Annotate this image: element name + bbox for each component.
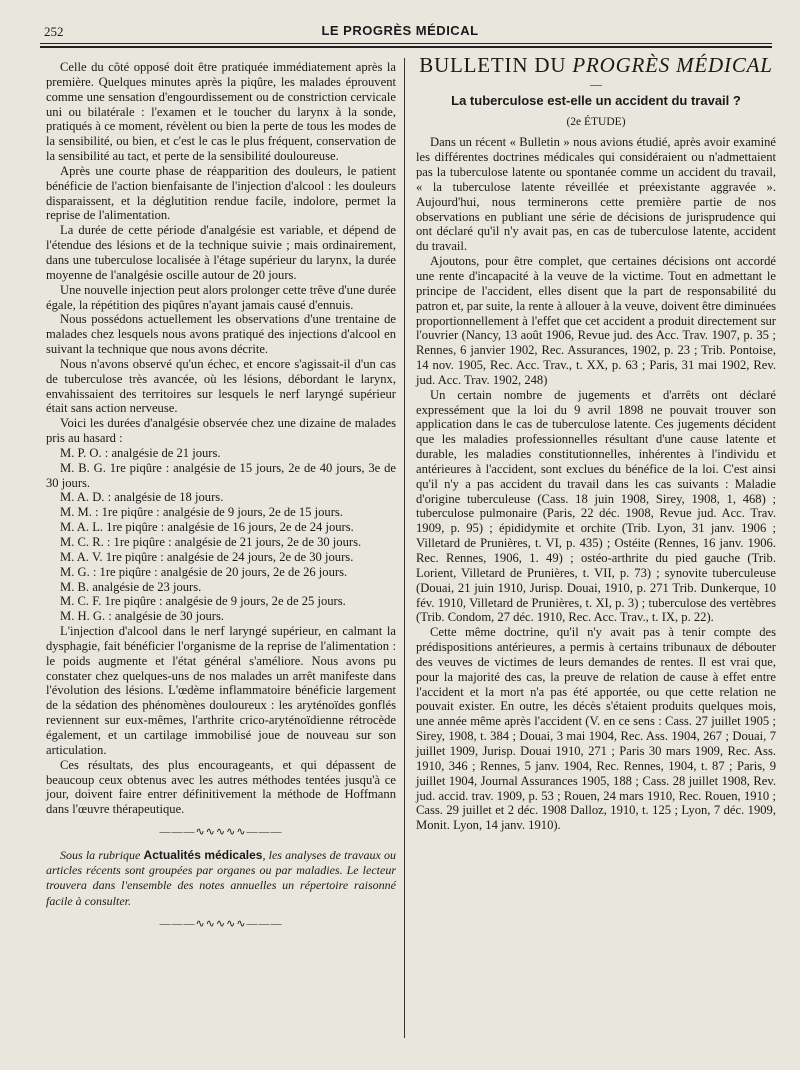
page-header — [40, 20, 760, 42]
right-column — [416, 53, 776, 833]
bulletin-title-plain: BULLETIN DU — [419, 53, 573, 77]
paragraph: Ces résultats, des plus encourageants, et qui dépassent de beaucoup ceux obtenus avec les autres méthodes tentées jusqu'à ce jour, doivent faire entrer définitivement la méthode de Hoffmann dans l'œuvre thérapeutique. — [46, 757, 396, 817]
editorial-note — [46, 848, 396, 909]
bulletin-title — [416, 53, 776, 77]
ornament-divider: ———∿∿∿∿∿——— — [159, 826, 283, 839]
paragraph: Une nouvelle injection peut alors prolonger cette trêve d'une durée égale, la répétition des piqûres n'ayant jamais causé d'ennuis. — [46, 282, 396, 312]
header-rule — [40, 43, 772, 44]
paragraph: Cette même doctrine, qu'il n'y avait pas à tenir compte des prédispositions antérieures, a permis à certains tribunaux de débouter des veuves de victimes de leurs demandes de rentes. Il est vrai que, pour la majorité des cas, la preuve de relation de cause à effet entre l'accident et la mort n'a pas été apportée, ou que cette relation ne pouvait exister. En outre, les décès s'étaient produits quelques mois, une année même après l'accident (V. en ce sens : Cass. 27 juillet 1905 ; Sirey, 1908, t. 384 ; Douai, 3 mai 1904, Rec. Ass. 1904, 267 ; Douai, 7 juillet 1909, Jurisp. Douai 1910, 271 ; Paris 30 mars 1909, Rec. Ass. 1910, 346 ; Rennes, 5 janv. 1904, Rec. Rennes, 1904, t. 87 ; Paris, 9 juillet 1904, Journal Assurances 1905, 188 ; Cass. 28 juillet 1908, Rev. jud. accid. trav. 1909, p. 53 ; Rouen, 24 mars 1910, Rec. Rouen, 1910 ; Cass. 29 juillet et 2 déc. 1908 Dalloz, 1910, t. 125 ; Lyon, 7 déc. 1909, Monit. Lyon, 14 janv. 1910). — [416, 625, 776, 833]
page-number: 252 — [44, 24, 64, 39]
paragraph: La durée de cette période d'analgésie est variable, et dépend de l'étendue des lésions et de la technique suivie ; mais ordinairement, dans une tuberculose localisée à l'étage supérieur du larynx, la durée moyenne de l'analgésie oscille autour de 20 jours. — [46, 223, 396, 282]
ornament-divider: ———∿∿∿∿∿——— — [159, 918, 283, 931]
case-entry: M. A. D. : analgésie de 18 jours. — [60, 490, 224, 505]
paragraph: Après une courte phase de réapparition des douleurs, le patient bénéficie de l'action bienfaisante de l'injection d'alcool : les douleurs disparaissent, et la déglutition rendue facile, indolore, permet la reprise de l'alimentation. — [46, 163, 396, 223]
note-text: Sous la rubrique — [60, 847, 144, 862]
header-rule-thick — [40, 46, 772, 48]
title-dash: — — [590, 76, 602, 91]
paragraph: Un certain nombre de jugements et d'arrêts ont déclaré expressément que la loi du 9 avril 1898 ne pouvait trouver son application dans le cas de tuberculose latente. Ces jugements décident que les maladies professionnelles résultant d'une cause latente et durable, les maladies constitutionnelles, inhérentes à l'individu et antérieures à l'accident, sont exclues du bénéfice de la loi. C'est ainsi qu'il n'y a pas accident du travail dans les cas suivants : Maladie d'origine tuberculeuse (Cass. 18 juin 1908, Sirey, 1908, 1, 468) ; tuberculose pulmonaire (Paris, 22 déc. 1908, Revue jud. Acc. Trav. 1909, p. 95) ; épididymite et orchite (Trib. Lyon, 31 janv. 1906 ; Villetard de Prunières, t. VI, p. 435) ; Ostéite (Rennes, 16 janv. 1906. Rec. Rennes, 1906, 1. 49) ; ostéo-arthrite du pied gauche (Trib. Lorient, Villetard de Prunières, t. VII, p. 73) ; synovite tuberculeuse (Douai, 21 juin 1910, Jurisp. Douai, 1910, p. 271 Trib. Dunkerque, 10 fév. 1910, Villetard de Prunières, t. XI, p. 3) ; tuberculose des vertèbres (Trib. Condom, 27 déc. 1910, Rec. Acc. Trav., t. IX, p. 22). — [416, 387, 776, 625]
case-entry: M. C. R. : 1re piqûre : analgésie de 21 jours, 2e de 30 jours. — [60, 535, 362, 549]
case-entry: M. B. G. 1re piqûre : analgésie de 15 jours, 2e de 40 jours, 3e de 30 jours. — [46, 460, 396, 490]
case-entry: M. B. analgésie de 23 jours. — [60, 579, 202, 594]
paragraph: Ajoutons, pour être complet, que certaines décisions ont accordé une rente d'incapacité à la veuve de la victime. Tout en admettant le principe de l'accident, elles disent que la part de responsabilité du patron et, par suite, la rente à allouer à la veuve, doivent être diminuées proportionnellement à l'effet que cet accident a produit directement sur l'ouvrier (Nancy, 13 août 1906, Revue jud. des Acc. Trav. 1907, p. 35 ; Rennes, 6 janvier 1902, Rec. Assurances, 1902, p. 23 ; Trib. Pontoise, 14 nov. 1905, Rec. Acc. Trav., t. XX, p. 63 ; Paris, 31 mai 1902, Rev. jud. Acc. Trav. 1902, 248) — [416, 254, 776, 387]
case-entry: M. C. F. 1re piqûre : analgésie de 9 jours, 2e de 25 jours. — [60, 594, 346, 609]
left-column — [46, 60, 396, 940]
case-entry: M. H. G. : analgésie de 30 jours. — [60, 609, 225, 624]
case-entry: M. A. V. 1re piqûre : analgésie de 24 jours, 2e de 30 jours. — [60, 549, 354, 564]
paragraph: Dans un récent « Bulletin » nous avions étudié, après avoir examiné les différentes doctrines médicales qui considéraient ou n'admettaient pas la tuberculose latente ou spontanée comme un accident du travail, « la tuberculose latente réveillée et préexistante aggravée ». Aujourd'hui, nous terminerons cette première partie de nos observations en publiant une série de décisions de jurisprudence qui ont déclaré qu'il n'y avait pas, en cas de tuberculose latente, accident du travail. — [416, 135, 776, 254]
paragraph: L'injection d'alcool dans le nerf laryngé supérieur, en calmant la dysphagie, fait bénéficier l'organisme de la reprise de l'alimentation : le poids augmente et l'état général s'améliore. Nous avons pu constater chez quelques-uns de nos malades un arrêt manifeste dans l'évolution des lésions. L'œdème inflammatoire bénéficie largement de la sédation des phénomènes douloureux : les aryténoïdes gonflés reviennent sur eux-mêmes, l'arthrite crico-aryténoïdienne rétrocède également, et un cartilage immobilisé joue de nouveau sur son articulation. — [46, 624, 396, 757]
case-entry: M. A. L. 1re piqûre : analgésie de 16 jours, 2e de 24 jours. — [60, 520, 354, 535]
bulletin-title-italic: PROGRÈS MÉDICAL — [572, 53, 773, 77]
note-rubric: Actualités médicales — [143, 847, 263, 862]
case-entry: M. P. O. : analgésie de 21 jours. — [60, 445, 221, 460]
study-label: (2e ÉTUDE) — [566, 115, 626, 128]
paragraph: Voici les durées d'analgésie observée chez une dizaine de malades pris au hasard : — [46, 416, 396, 446]
running-title: LE PROGRÈS MÉDICAL — [321, 23, 479, 38]
note-text: , les analyses de travaux ou articles récents sont groupées par organes ou par maladies. Le lecteur trouvera dans l'ensemble des notes annuelles un répertoire raisonné facile à consulter. — [46, 847, 396, 908]
paragraph: Nous n'avons observé qu'un échec, et encore s'agissait-il d'un cas de tuberculose très avancée, où les lésions, débordant le larynx, envahissaient des territoires sur lesquels le nerf laryngé supérieur était sans action nerveuse. — [46, 356, 396, 416]
column-divider — [404, 58, 405, 1038]
case-entry: M. G. : 1re piqûre : analgésie de 20 jours, 2e de 26 jours. — [60, 564, 348, 579]
paragraph: Nous possédons actuellement les observations d'une trentaine de malades chez lesquels nous avons pratiqué des injections d'alcool en suivant la technique que nous avons décrite. — [46, 312, 396, 357]
article-title: La tuberculose est-elle un accident du travail ? — [451, 92, 741, 108]
paragraph: Celle du côté opposé doit être pratiquée immédiatement après la première. Quelques minutes après la piqûre, les malades éprouvent comme une sensation d'engourdissement ou de constriction cervicale uni ou bilatérale : l'examen et le toucher du larynx à la sonde, pratiqués à ce moment, révèlent ou bien la perte de tous les modes de la sensibilité, ou bien, et c'est le cas le plus fréquent, conservation de la sensibilité au tact, et perte de la sensibilité douloureuse. — [46, 60, 396, 164]
case-entry: M. M. : 1re piqûre : analgésie de 9 jours, 2e de 15 jours. — [60, 505, 343, 520]
